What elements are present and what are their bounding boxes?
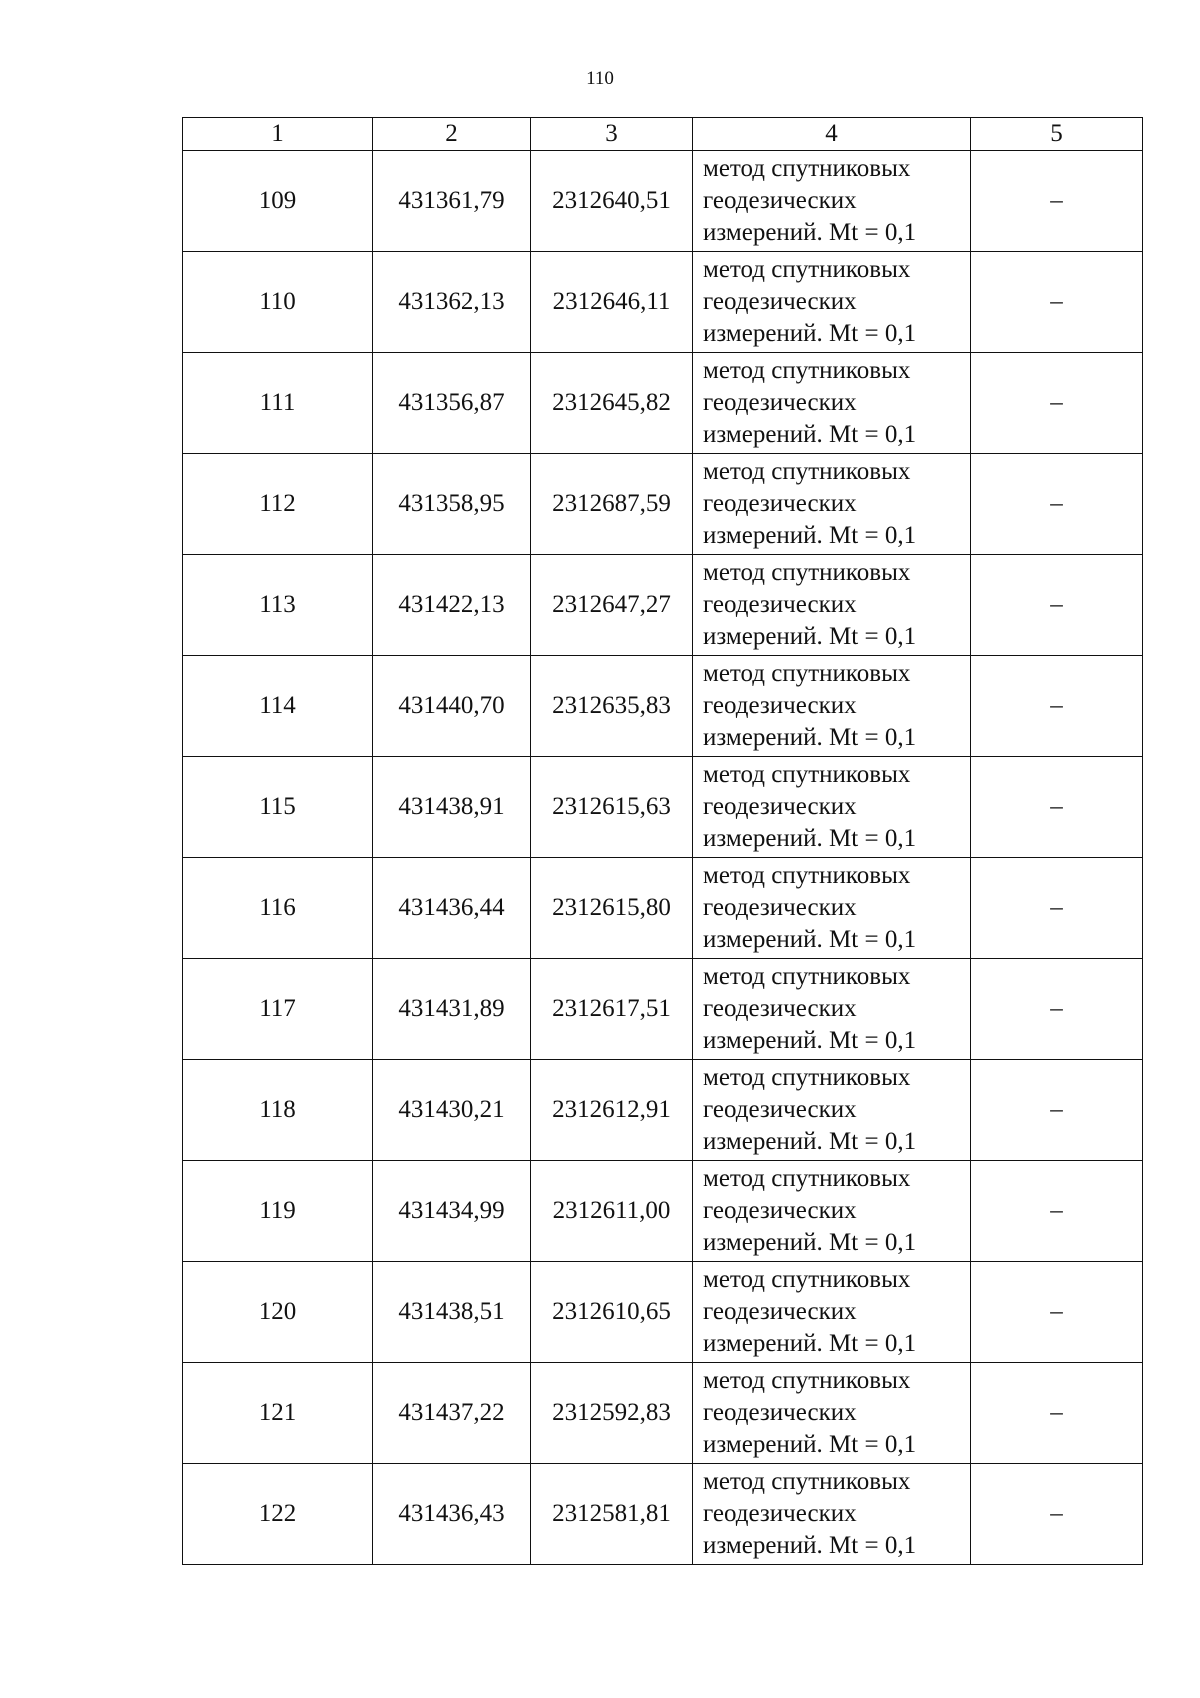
x-coordinate-cell: 431438,51: [373, 1262, 531, 1363]
method-line: измерений. Mt = 0,1: [703, 522, 917, 549]
table-row: [183, 1060, 1143, 1161]
point-number-cell: 121: [183, 1363, 373, 1464]
note-cell: –: [971, 1363, 1143, 1464]
column-header-4: 4: [693, 118, 971, 151]
x-coordinate-cell: 431362,13: [373, 252, 531, 353]
note-cell: –: [971, 1262, 1143, 1363]
y-coordinate-cell: 2312611,00: [531, 1161, 693, 1262]
method-line: метод спутниковых: [703, 1367, 911, 1394]
method-line: измерений. Mt = 0,1: [703, 1027, 917, 1054]
method-line: геодезических: [703, 1500, 857, 1527]
table-row: [183, 252, 1143, 353]
table-row: [183, 757, 1143, 858]
x-coordinate-cell: 431361,79: [373, 151, 531, 252]
y-coordinate-cell: 2312646,11: [531, 252, 693, 353]
method-line: измерений. Mt = 0,1: [703, 1330, 917, 1357]
method-line: геодезических: [703, 389, 857, 416]
method-line: геодезических: [703, 1298, 857, 1325]
point-number-cell: 114: [183, 656, 373, 757]
table-row: [183, 555, 1143, 656]
method-cell: [693, 1363, 971, 1464]
x-coordinate-cell: 431434,99: [373, 1161, 531, 1262]
method-cell: [693, 454, 971, 555]
method-cell: [693, 151, 971, 252]
x-coordinate-cell: 431440,70: [373, 656, 531, 757]
note-cell: –: [971, 656, 1143, 757]
point-number-cell: 122: [183, 1464, 373, 1565]
x-coordinate-cell: 431436,43: [373, 1464, 531, 1565]
method-line: метод спутниковых: [703, 458, 911, 485]
method-line: метод спутниковых: [703, 761, 911, 788]
method-line: метод спутниковых: [703, 660, 911, 687]
x-coordinate-cell: 431437,22: [373, 1363, 531, 1464]
y-coordinate-cell: 2312581,81: [531, 1464, 693, 1565]
method-cell: [693, 1161, 971, 1262]
method-line: измерений. Mt = 0,1: [703, 926, 917, 953]
y-coordinate-cell: 2312612,91: [531, 1060, 693, 1161]
note-cell: –: [971, 454, 1143, 555]
header-row: [183, 118, 1143, 151]
x-coordinate-cell: 431358,95: [373, 454, 531, 555]
coordinates-table: [182, 117, 1143, 1565]
point-number-cell: 115: [183, 757, 373, 858]
y-coordinate-cell: 2312617,51: [531, 959, 693, 1060]
method-line: измерений. Mt = 0,1: [703, 421, 917, 448]
method-line: метод спутниковых: [703, 862, 911, 889]
method-line: геодезических: [703, 1197, 857, 1224]
y-coordinate-cell: 2312645,82: [531, 353, 693, 454]
method-line: метод спутниковых: [703, 1468, 911, 1495]
method-cell: [693, 959, 971, 1060]
method-line: геодезических: [703, 894, 857, 921]
method-line: метод спутниковых: [703, 155, 911, 182]
method-line: измерений. Mt = 0,1: [703, 320, 917, 347]
method-line: геодезических: [703, 995, 857, 1022]
point-number-cell: 112: [183, 454, 373, 555]
page-number: 110: [586, 68, 614, 89]
x-coordinate-cell: 431431,89: [373, 959, 531, 1060]
method-line: геодезических: [703, 793, 857, 820]
point-number-cell: 113: [183, 555, 373, 656]
method-cell: [693, 1060, 971, 1161]
note-cell: –: [971, 1464, 1143, 1565]
method-line: измерений. Mt = 0,1: [703, 219, 917, 246]
table-row: [183, 656, 1143, 757]
x-coordinate-cell: 431438,91: [373, 757, 531, 858]
method-cell: [693, 757, 971, 858]
note-cell: –: [971, 252, 1143, 353]
point-number-cell: 118: [183, 1060, 373, 1161]
note-cell: –: [971, 757, 1143, 858]
note-cell: –: [971, 1161, 1143, 1262]
method-line: геодезических: [703, 591, 857, 618]
method-line: метод спутниковых: [703, 1064, 911, 1091]
point-number-cell: 109: [183, 151, 373, 252]
method-cell: [693, 555, 971, 656]
table-body: [183, 151, 1143, 1565]
column-header-3: 3: [531, 118, 693, 151]
y-coordinate-cell: 2312647,27: [531, 555, 693, 656]
table-row: [183, 454, 1143, 555]
note-cell: –: [971, 1060, 1143, 1161]
column-header-2: 2: [373, 118, 531, 151]
point-number-cell: 111: [183, 353, 373, 454]
method-cell: [693, 1464, 971, 1565]
point-number-cell: 117: [183, 959, 373, 1060]
table-header: [183, 118, 1143, 151]
method-line: измерений. Mt = 0,1: [703, 1532, 917, 1559]
y-coordinate-cell: 2312615,80: [531, 858, 693, 959]
table-row: [183, 1464, 1143, 1565]
method-cell: [693, 1262, 971, 1363]
table-row: [183, 1363, 1143, 1464]
method-line: измерений. Mt = 0,1: [703, 623, 917, 650]
method-line: измерений. Mt = 0,1: [703, 1128, 917, 1155]
method-line: измерений. Mt = 0,1: [703, 1431, 917, 1458]
y-coordinate-cell: 2312592,83: [531, 1363, 693, 1464]
note-cell: –: [971, 555, 1143, 656]
y-coordinate-cell: 2312687,59: [531, 454, 693, 555]
y-coordinate-cell: 2312635,83: [531, 656, 693, 757]
method-line: метод спутниковых: [703, 1165, 911, 1192]
method-line: метод спутниковых: [703, 256, 911, 283]
method-cell: [693, 858, 971, 959]
table-row: [183, 353, 1143, 454]
note-cell: –: [971, 353, 1143, 454]
table-row: [183, 151, 1143, 252]
method-cell: [693, 353, 971, 454]
method-line: геодезических: [703, 288, 857, 315]
note-cell: –: [971, 959, 1143, 1060]
method-line: измерений. Mt = 0,1: [703, 825, 917, 852]
column-header-1: 1: [183, 118, 373, 151]
method-line: метод спутниковых: [703, 963, 911, 990]
note-cell: –: [971, 151, 1143, 252]
column-header-5: 5: [971, 118, 1143, 151]
table-row: [183, 858, 1143, 959]
method-line: геодезических: [703, 692, 857, 719]
method-line: метод спутниковых: [703, 1266, 911, 1293]
method-cell: [693, 656, 971, 757]
table-row: [183, 1262, 1143, 1363]
table-row: [183, 1161, 1143, 1262]
point-number-cell: 116: [183, 858, 373, 959]
point-number-cell: 119: [183, 1161, 373, 1262]
method-line: геодезических: [703, 1096, 857, 1123]
point-number-cell: 110: [183, 252, 373, 353]
method-line: метод спутниковых: [703, 559, 911, 586]
method-line: геодезических: [703, 490, 857, 517]
method-line: геодезических: [703, 1399, 857, 1426]
note-cell: –: [971, 858, 1143, 959]
method-line: геодезических: [703, 187, 857, 214]
method-line: метод спутниковых: [703, 357, 911, 384]
table-row: [183, 959, 1143, 1060]
x-coordinate-cell: 431436,44: [373, 858, 531, 959]
x-coordinate-cell: 431430,21: [373, 1060, 531, 1161]
y-coordinate-cell: 2312615,63: [531, 757, 693, 858]
method-line: измерений. Mt = 0,1: [703, 724, 917, 751]
x-coordinate-cell: 431356,87: [373, 353, 531, 454]
method-cell: [693, 252, 971, 353]
y-coordinate-cell: 2312640,51: [531, 151, 693, 252]
y-coordinate-cell: 2312610,65: [531, 1262, 693, 1363]
point-number-cell: 120: [183, 1262, 373, 1363]
method-line: измерений. Mt = 0,1: [703, 1229, 917, 1256]
x-coordinate-cell: 431422,13: [373, 555, 531, 656]
